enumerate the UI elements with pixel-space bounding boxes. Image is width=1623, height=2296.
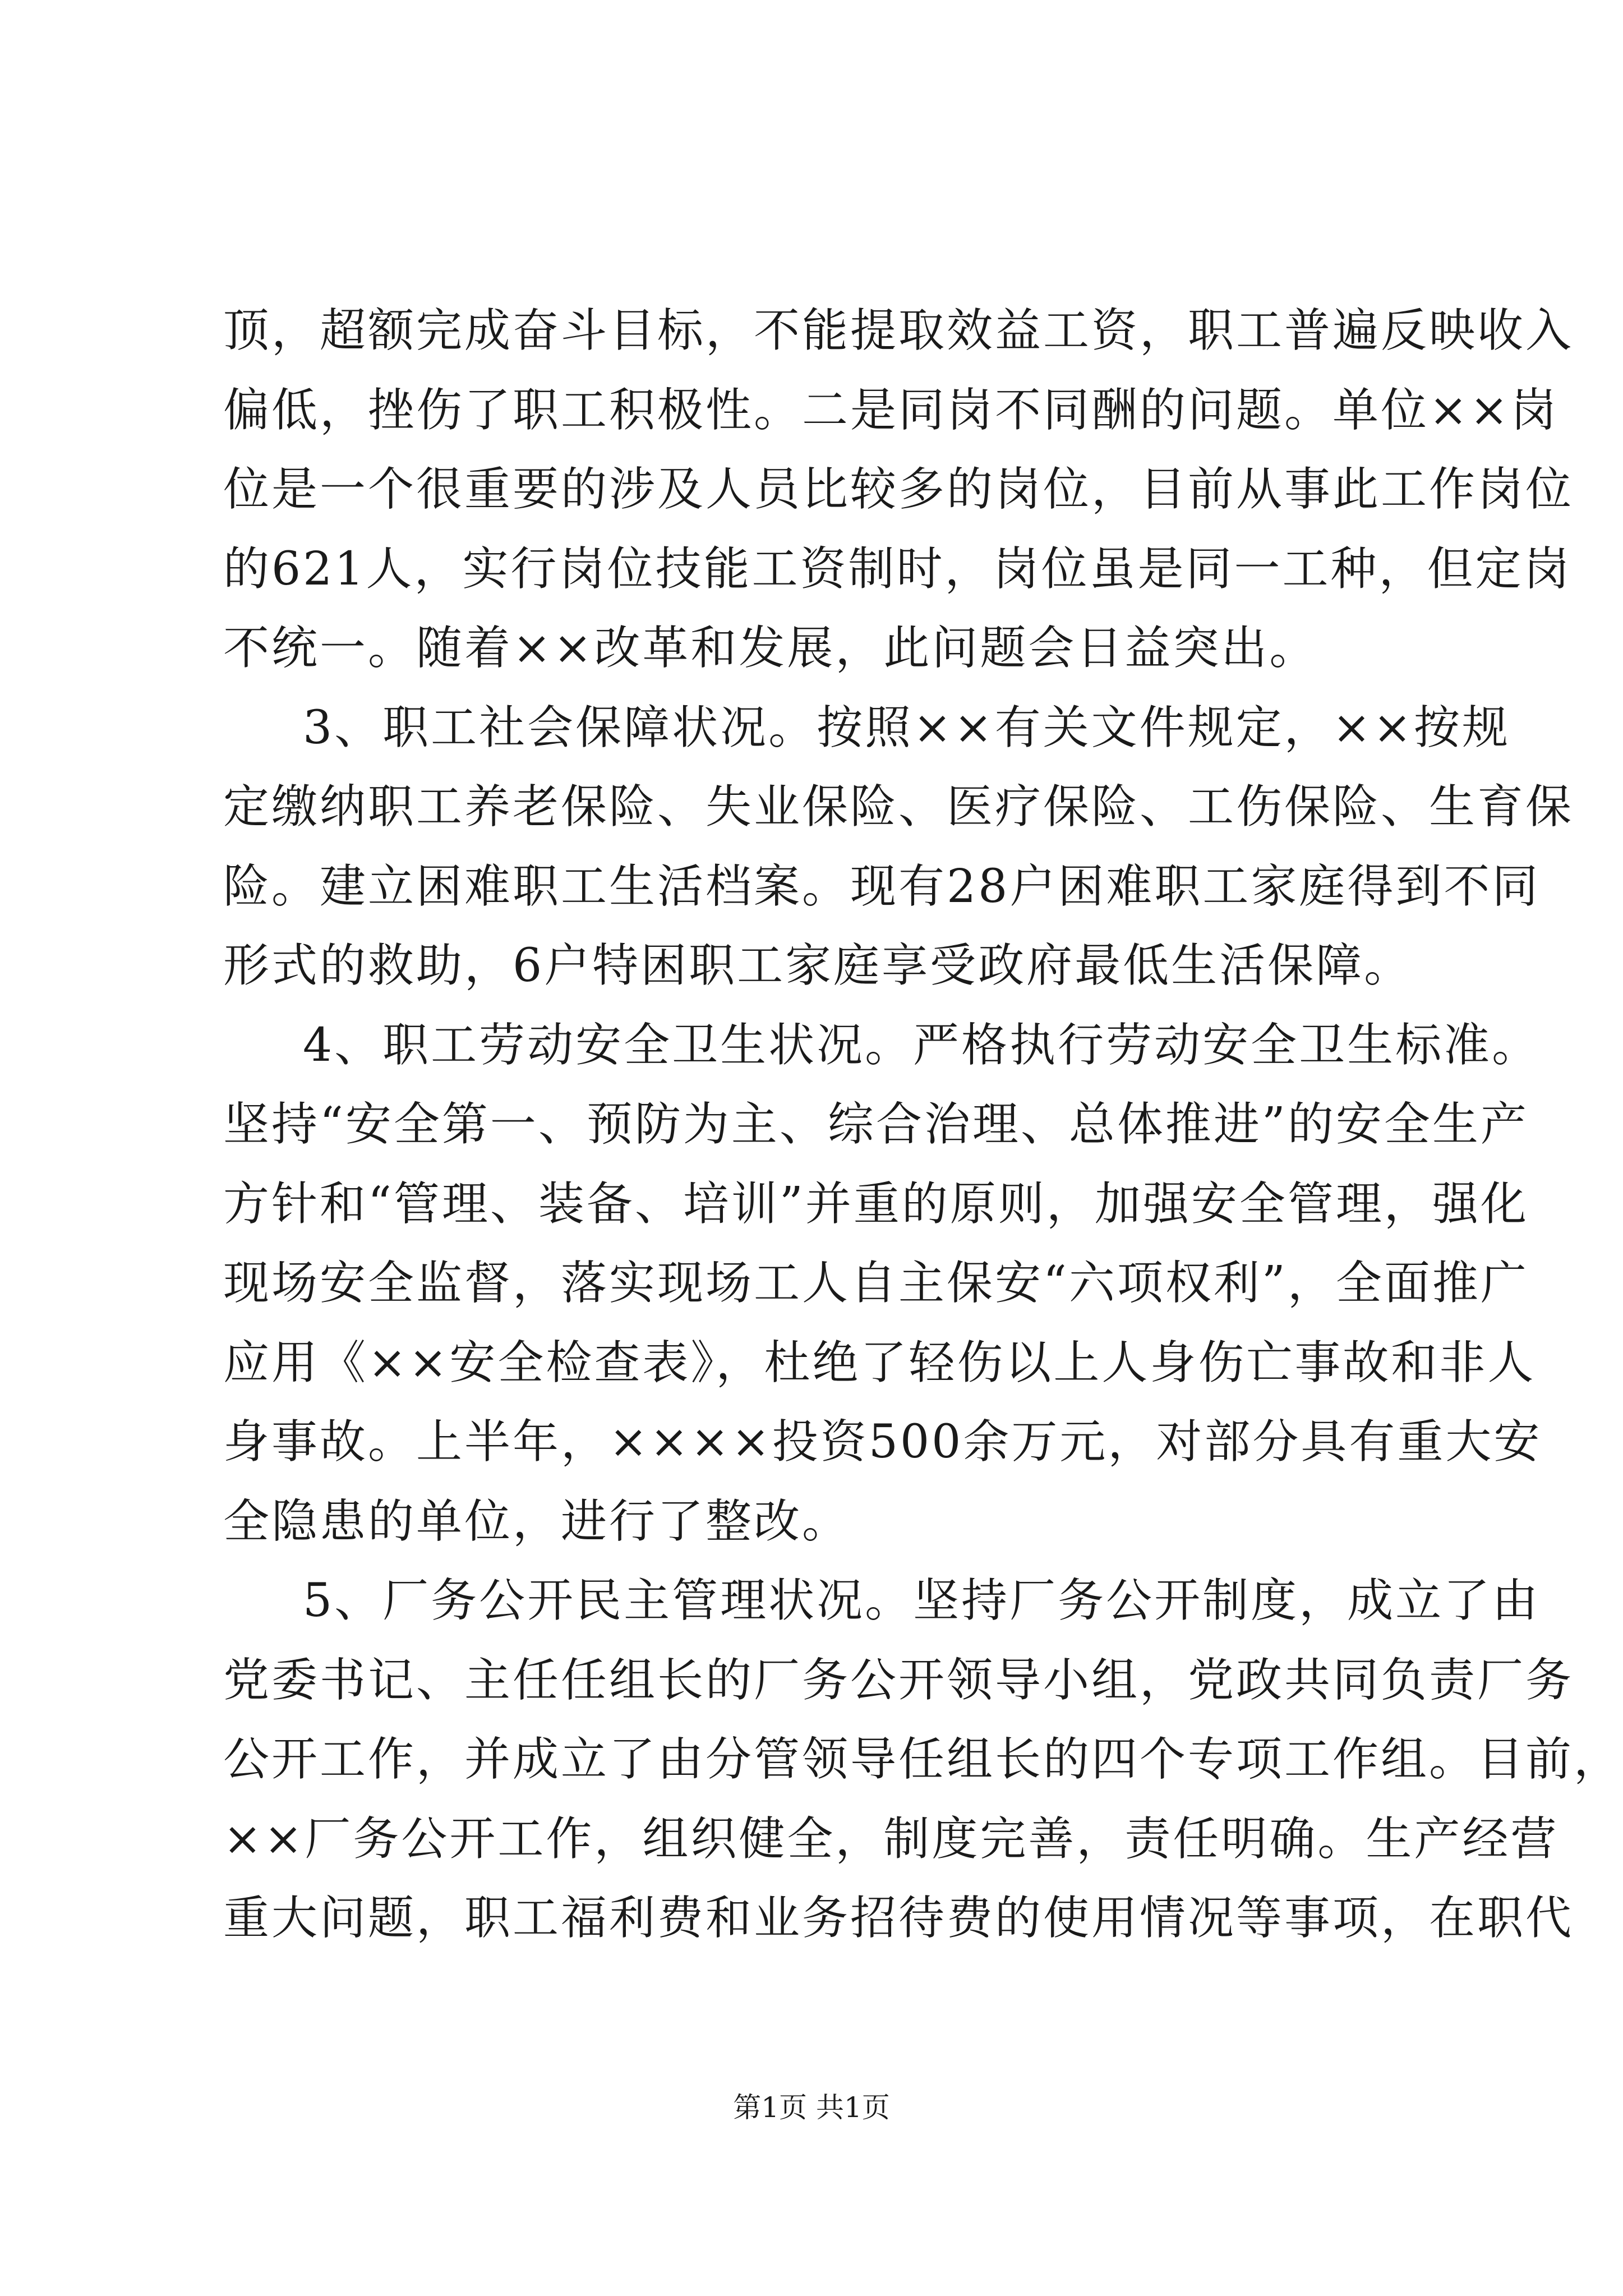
text-line: 不统一。随着××改革和发展，此问题会日益突出。 <box>223 622 1318 675</box>
text-line: 偏低，挫伤了职工积极性。二是同岗不同酬的问题。单位××岗 <box>223 384 1559 437</box>
paragraph-first-line: 3、职工社会保障状况。按照××有关文件规定，××按规 <box>303 701 1510 754</box>
text-line: 党委书记、主任任组长的厂务公开领导小组，党政共同负责厂务 <box>223 1654 1574 1707</box>
text-line: 险。建立困难职工生活档案。现有28户困难职工家庭得到不同 <box>223 860 1541 913</box>
text-line: 身事故。上半年，××××投资500余万元，对部分具有重大安 <box>223 1415 1542 1469</box>
text-line: ××厂务公开工作，组织健全，制度完善，责任明确。生产经营 <box>223 1812 1559 1866</box>
text-line: 的621人，实行岗位技能工资制时，岗位虽是同一工种，但定岗 <box>223 542 1572 596</box>
paragraph-first-line: 5、厂务公开民主管理状况。坚持厂务公开制度，成立了由 <box>303 1574 1541 1627</box>
text-line: 应用《××安全检查表》，杜绝了轻伤以上人身伤亡事故和非人 <box>223 1336 1536 1389</box>
text-line: 公开工作，并成立了由分管领导任组长的四个专项工作组。目前， <box>223 1733 1622 1786</box>
text-line: 顶，超额完成奋斗目标，不能提取效益工资，职工普遍反映收入 <box>223 304 1574 357</box>
paragraph-first-line: 4、职工劳动安全卫生状况。严格执行劳动安全卫生标准。 <box>303 1019 1541 1072</box>
text-line: 全隐患的单位，进行了整改。 <box>223 1495 851 1548</box>
text-line: 定缴纳职工养老保险、失业保险、医疗保险、工伤保险、生育保 <box>223 780 1574 834</box>
text-line: 方针和“管理、装备、培训”并重的原则，加强安全管理，强化 <box>223 1177 1529 1231</box>
text-line: 形式的救助，6户特困职工家庭享受政府最低生活保障。 <box>223 939 1413 992</box>
page-footer: 第1页 共1页 <box>733 2091 890 2124</box>
text-line: 重大问题，职工福利费和业务招待费的使用情况等事项，在职代 <box>223 1892 1574 1945</box>
text-line: 坚持“安全第一、预防为主、综合治理、总体推进”的安全生产 <box>223 1098 1529 1151</box>
text-line: 位是一个很重要的涉及人员比较多的岗位，目前从事此工作岗位 <box>223 463 1574 516</box>
text-line: 现场安全监督，落实现场工人自主保安“六项权利”，全面推广 <box>223 1257 1529 1310</box>
